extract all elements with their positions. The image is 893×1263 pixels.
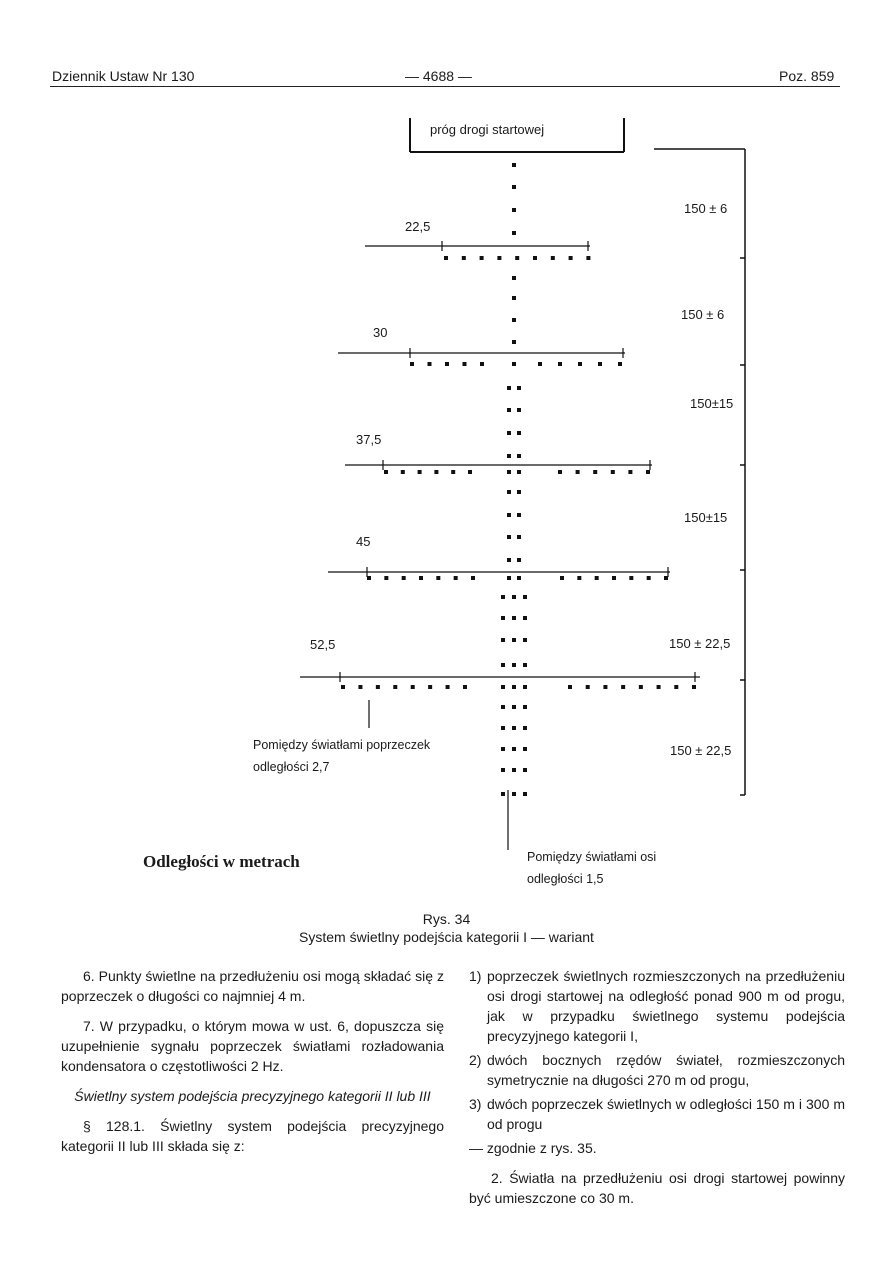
dimension-line: [654, 149, 745, 795]
right-column: [469, 966, 845, 1218]
crossbar-light: [384, 470, 388, 474]
centerline-light: [523, 685, 527, 689]
segment-label-3: 150±15: [690, 396, 734, 411]
crossbar-light: [401, 470, 405, 474]
crossbar-light: [598, 362, 602, 366]
crossbar-light: [480, 256, 484, 260]
crossbar-light: [436, 576, 440, 580]
crossbar-light: [568, 685, 572, 689]
centerline-light: [512, 208, 516, 212]
crossbar-light: [428, 362, 432, 366]
centerline-light: [507, 386, 511, 390]
crossbar-light: [451, 470, 455, 474]
centerline-light: [507, 558, 511, 562]
crossbar-light: [558, 362, 562, 366]
position-number: Poz. 859: [779, 68, 835, 84]
centerline-light: [507, 454, 511, 458]
crossbar-light: [639, 685, 643, 689]
crossbar-label-2: 30: [373, 325, 388, 340]
crossbar-light: [593, 470, 597, 474]
crossbar-light: [618, 362, 622, 366]
crossbar-light: [497, 256, 501, 260]
centerline-light: [523, 663, 527, 667]
centerline-light: [517, 558, 521, 562]
crossbar-light: [538, 362, 542, 366]
centerline-light: [501, 616, 505, 620]
centerline-light: [512, 663, 516, 667]
light-units: [341, 163, 696, 796]
crossbar-light: [463, 685, 467, 689]
journal-title: Dziennik Ustaw Nr 130: [52, 68, 195, 84]
crossbar-light: [621, 685, 625, 689]
crossbar-label-4: 45: [356, 534, 371, 549]
centerline-light: [523, 616, 527, 620]
crossbar-light: [367, 576, 371, 580]
centerline-light: [517, 470, 521, 474]
crossbar-light: [595, 576, 599, 580]
crossbar-light: [577, 576, 581, 580]
centerline-light: [512, 362, 516, 366]
segment-label-6: 150 ± 22,5: [670, 743, 732, 758]
crossbar-light: [692, 685, 696, 689]
centerline-light: [501, 792, 505, 796]
crossbar-light: [647, 576, 651, 580]
segment-label-4: 150±15: [684, 510, 728, 525]
centerline-light: [517, 431, 521, 435]
figure-caption: System świetlny podejścia kategorii I — wariant: [299, 929, 594, 945]
crossbar-light: [611, 470, 615, 474]
crossbar-light: [384, 576, 388, 580]
centerline-light: [523, 705, 527, 709]
list-item-text: dwóch poprzeczek świetlnych w odległości 150 m i 300 m od progu: [487, 1096, 845, 1132]
list-item-number: 1): [469, 968, 482, 984]
crossbar-light: [533, 256, 537, 260]
segment-label-2: 150 ± 6: [681, 307, 725, 322]
crossbar-light: [428, 685, 432, 689]
centerline-light: [512, 747, 516, 751]
centerline-light: [507, 513, 511, 517]
centerline-light: [501, 638, 505, 642]
centerline-light: [512, 705, 516, 709]
list-item-number: 2): [469, 1052, 482, 1068]
figure-number: Rys. 34: [422, 911, 471, 927]
crossbar-light: [576, 470, 580, 474]
crossbar-light: [419, 576, 423, 580]
crossbar-label-1: 22,5: [405, 219, 431, 234]
paragraph-7: 7. W przypadku, o którym mowa w ust. 6, dopuszcza się uzupełnienie sygnału poprzeczek światłami rozładowania kondensatora o częstotliwości 2 Hz.: [61, 1018, 444, 1074]
centerline-light: [523, 747, 527, 751]
crossbar-light: [446, 685, 450, 689]
list-tail: — zgodnie z rys. 35.: [469, 1140, 597, 1156]
crossbar-light: [628, 470, 632, 474]
centerline-light: [507, 535, 511, 539]
left-column: [61, 966, 444, 1166]
crossbar-light: [629, 576, 633, 580]
centerline-light: [512, 792, 516, 796]
centerline-light: [507, 431, 511, 435]
centerline-light: [523, 595, 527, 599]
crossbar-guides: [300, 241, 700, 682]
component-list: [469, 966, 845, 1134]
crossbar-light: [657, 685, 661, 689]
crossbar-light: [515, 256, 519, 260]
paragraph-128: § 128.1. Świetlny system podejścia precyzyjnego kategorii II lub III składa się z:: [61, 1118, 444, 1154]
crossbar-light: [480, 362, 484, 366]
centerline-light: [517, 408, 521, 412]
list-item: [469, 1050, 845, 1090]
crossbar-spacing-note: Pomiędzy światłami poprzeczek odległości 2,7: [253, 738, 431, 774]
centerline-light: [507, 408, 511, 412]
threshold-label: próg drogi startowej: [430, 122, 545, 137]
crossbar-light: [358, 685, 362, 689]
centerline-light: [512, 595, 516, 599]
centerline-light: [512, 318, 516, 322]
crossbar-light: [560, 576, 564, 580]
centerline-light: [512, 276, 516, 280]
centerline-light: [517, 490, 521, 494]
crossbar-label-5: 52,5: [310, 637, 336, 652]
centerline-light: [523, 768, 527, 772]
centerline-light: [501, 747, 505, 751]
crossbar-light: [434, 470, 438, 474]
paragraph-6: 6. Punkty świetlne na przedłużeniu osi mogą składać się z poprzeczek o długości co najmniej 4 m.: [61, 968, 444, 1004]
centerline-light: [512, 685, 516, 689]
crossbar-light: [418, 470, 422, 474]
crossbar-light: [376, 685, 380, 689]
crossbar-light: [674, 685, 678, 689]
list-item: [469, 1094, 845, 1134]
centerline-light: [512, 185, 516, 189]
centerline-light: [501, 663, 505, 667]
centerline-light: [512, 231, 516, 235]
crossbar-light: [603, 685, 607, 689]
centerline-light: [517, 535, 521, 539]
crossbar-light: [586, 256, 590, 260]
paragraph-2: 2. Światła na przedłużeniu osi drogi startowej powinny być umieszczone co 30 m.: [469, 1170, 845, 1206]
crossbar-light: [462, 256, 466, 260]
crossbar-light: [454, 576, 458, 580]
crossbar-label-3: 37,5: [356, 432, 382, 447]
centerline-light: [512, 163, 516, 167]
list-item-text: poprzeczek świetlnych rozmieszczonych na przedłużeniu osi drogi startowej na odległość ponad 900 m od progu, jak w przypadku świetlnego systemu podejścia precyzyjnego kategorii I,: [487, 968, 845, 1044]
page-number: — 4688 —: [405, 68, 472, 84]
centerline-light: [512, 296, 516, 300]
centerline-light: [512, 726, 516, 730]
crossbar-light: [341, 685, 345, 689]
centerline-light: [517, 386, 521, 390]
crossbar-light: [393, 685, 397, 689]
centerline-light: [501, 685, 505, 689]
centerline-light: [501, 768, 505, 772]
crossbar-light: [569, 256, 573, 260]
centerline-light: [523, 792, 527, 796]
centerline-light: [501, 705, 505, 709]
crossbar-light: [551, 256, 555, 260]
centerline-light: [512, 616, 516, 620]
crossbar-light: [445, 362, 449, 366]
list-item-number: 3): [469, 1096, 482, 1112]
centerline-light: [517, 454, 521, 458]
segment-label-5: 150 ± 22,5: [669, 636, 731, 651]
crossbar-light: [402, 576, 406, 580]
centerline-light: [501, 726, 505, 730]
list-item: [469, 966, 845, 1046]
centerline-light: [517, 513, 521, 517]
crossbar-light: [612, 576, 616, 580]
crossbar-light: [646, 470, 650, 474]
centerline-light: [512, 638, 516, 642]
centerline-light: [523, 638, 527, 642]
centerline-light: [507, 470, 511, 474]
section-subheading: Świetlny system podejścia precyzyjnego kategorii II lub III: [74, 1088, 431, 1104]
centerline-light: [512, 340, 516, 344]
axis-spacing-note: Pomiędzy światłami osi odległości 1,5: [527, 850, 657, 886]
crossbar-light: [558, 470, 562, 474]
crossbar-light: [444, 256, 448, 260]
crossbar-light: [664, 576, 668, 580]
centerline-light: [507, 490, 511, 494]
crossbar-light: [471, 576, 475, 580]
segment-label-1: 150 ± 6: [684, 201, 728, 216]
crossbar-light: [463, 362, 467, 366]
crossbar-light: [586, 685, 590, 689]
centerline-light: [517, 576, 521, 580]
centerline-light: [507, 576, 511, 580]
crossbar-light: [578, 362, 582, 366]
crossbar-light: [410, 362, 414, 366]
centerline-light: [501, 595, 505, 599]
list-item-text: dwóch bocznych rzędów świateł, rozmieszczonych symetrycznie na długości 270 m od progu,: [487, 1052, 845, 1088]
crossbar-light: [411, 685, 415, 689]
centerline-light: [523, 726, 527, 730]
crossbar-light: [468, 470, 472, 474]
centerline-light: [512, 768, 516, 772]
units-note: Odległości w metrach: [143, 852, 300, 871]
